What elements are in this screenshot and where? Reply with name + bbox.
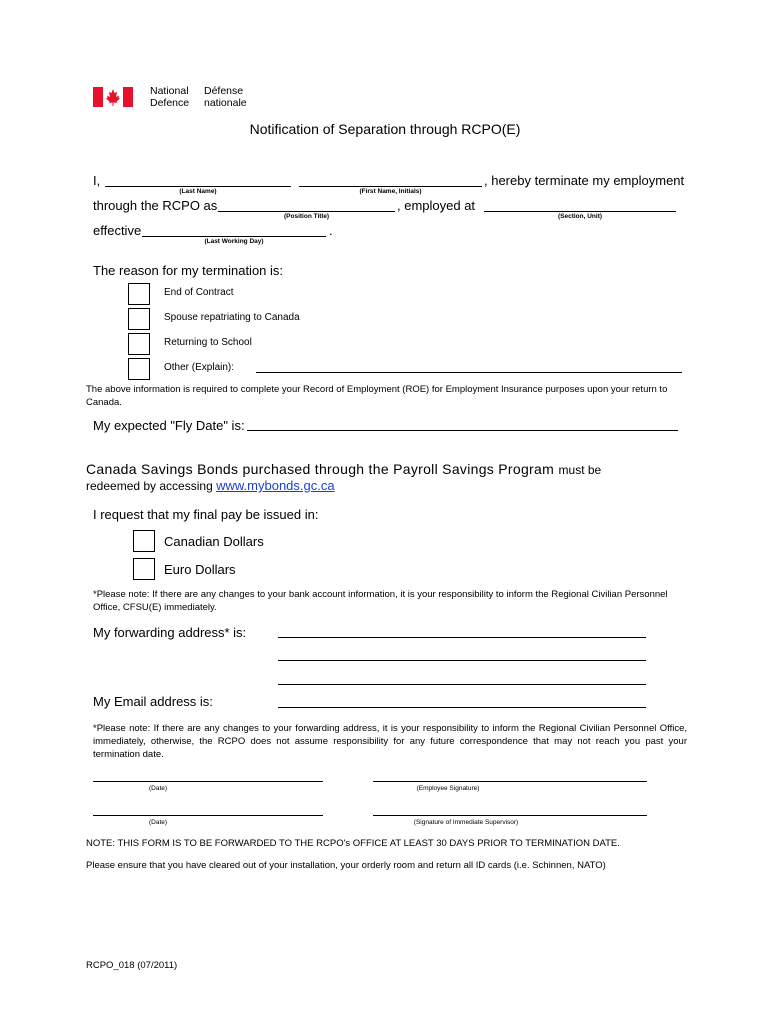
- forwarding-address-label: My forwarding address* is:: [93, 625, 247, 640]
- fly-date-label: My expected "Fly Date" is:: [93, 418, 245, 433]
- forwarding-address-line-3[interactable]: [278, 684, 646, 685]
- section-unit-field[interactable]: [484, 211, 676, 212]
- forwarding-address-line-1[interactable]: [278, 637, 646, 638]
- canada-flag-icon: [93, 87, 133, 107]
- returning-to-school-checkbox[interactable]: [128, 333, 150, 355]
- date-caption-1: (Date): [148, 785, 168, 792]
- mybonds-link[interactable]: www.mybonds.gc.ca: [216, 478, 335, 493]
- position-title-field[interactable]: [218, 211, 395, 212]
- bonds-main-text: Canada Savings Bonds purchased through the Payroll Savings Program: [86, 461, 555, 477]
- other-checkbox[interactable]: [128, 358, 150, 380]
- euro-dollars-checkbox[interactable]: [133, 558, 155, 580]
- supervisor-signature-caption: (Signature of Immediate Supervisor): [413, 819, 519, 826]
- end-of-contract-label: End of Contract: [164, 287, 234, 298]
- first-name-field[interactable]: [299, 186, 482, 187]
- last-working-day-field[interactable]: [142, 236, 326, 237]
- last-name-caption: (Last Name): [179, 188, 217, 195]
- date-field-1[interactable]: [93, 781, 323, 782]
- other-label: Other (Explain):: [164, 362, 235, 373]
- section-unit-caption: (Section, Unit): [557, 213, 603, 220]
- email-field[interactable]: [278, 707, 646, 708]
- address-note: *Please note: If there are any changes to your forwarding address, it is your responsibility to inform the Regional Civilian Personnel Office, immediately, otherwise, the RCPO does not assume responsibility for any future correspondence that may not reach you past your termination date.: [93, 723, 687, 760]
- bonds-must-be: must be: [558, 463, 602, 477]
- fly-date-field[interactable]: [247, 430, 678, 431]
- other-explain-field[interactable]: [256, 372, 682, 373]
- email-label: My Email address is:: [93, 694, 213, 709]
- last-name-field[interactable]: [105, 186, 291, 187]
- first-name-caption: (First Name, Initials): [359, 188, 422, 195]
- last-working-day-caption: (Last Working Day): [204, 238, 264, 245]
- roe-note: The above information is required to complete your Record of Employment (ROE) for Employment Insurance purposes upon your return to Canada.: [86, 384, 668, 408]
- spouse-repatriating-label: Spouse repatriating to Canada: [164, 312, 300, 323]
- forwarding-address-line-2[interactable]: [278, 660, 646, 661]
- euro-dollars-label: Euro Dollars: [164, 562, 236, 577]
- reason-heading: The reason for my termination is:: [93, 263, 284, 278]
- forwarding-note: NOTE: THIS FORM IS TO BE FORWARDED TO THE RCPO's OFFICE AT LEAST 30 DAYS PRIOR TO TERMINATION DATE.: [86, 838, 620, 849]
- clearance-note: Please ensure that you have cleared out of your installation, your orderly room and return all ID cards (i.e. Schinnen, NATO): [86, 860, 606, 871]
- period: .: [329, 223, 333, 238]
- bonds-notice: [86, 461, 601, 479]
- org-name-en: National Defence: [150, 85, 190, 109]
- i-label: I,: [93, 173, 101, 188]
- canadian-dollars-label: Canadian Dollars: [164, 534, 264, 549]
- effective-text: effective: [93, 223, 142, 238]
- end-of-contract-checkbox[interactable]: [128, 283, 150, 305]
- employee-signature-caption: (Employee Signature): [416, 785, 480, 792]
- org-name-fr: Défense nationale: [204, 85, 247, 109]
- pay-label: I request that my final pay be issued in:: [93, 507, 319, 522]
- through-text: through the RCPO as: [93, 198, 218, 213]
- employee-signature-field[interactable]: [373, 781, 647, 782]
- canadian-dollars-checkbox[interactable]: [133, 530, 155, 552]
- page-title: Notification of Separation through RCPO(E): [249, 121, 521, 137]
- supervisor-signature-field[interactable]: [373, 815, 647, 816]
- date-caption-2: (Date): [148, 819, 168, 826]
- date-field-2[interactable]: [93, 815, 323, 816]
- bonds-line2: [86, 478, 335, 493]
- spouse-repatriating-checkbox[interactable]: [128, 308, 150, 330]
- form-id: RCPO_018 (07/2011): [86, 960, 178, 971]
- bank-note: *Please note: If there are any changes to your bank account information, it is your responsibility to inform the Regional Civilian Personnel Office, CFSU(E) immediately.: [93, 589, 668, 613]
- position-title-caption: (Position Title): [283, 213, 330, 220]
- bonds-redeemed-text: redeemed by accessing: [86, 479, 213, 493]
- terminate-text: , hereby terminate my employment: [484, 173, 685, 188]
- returning-to-school-label: Returning to School: [164, 337, 252, 348]
- employed-text: , employed at: [397, 198, 476, 213]
